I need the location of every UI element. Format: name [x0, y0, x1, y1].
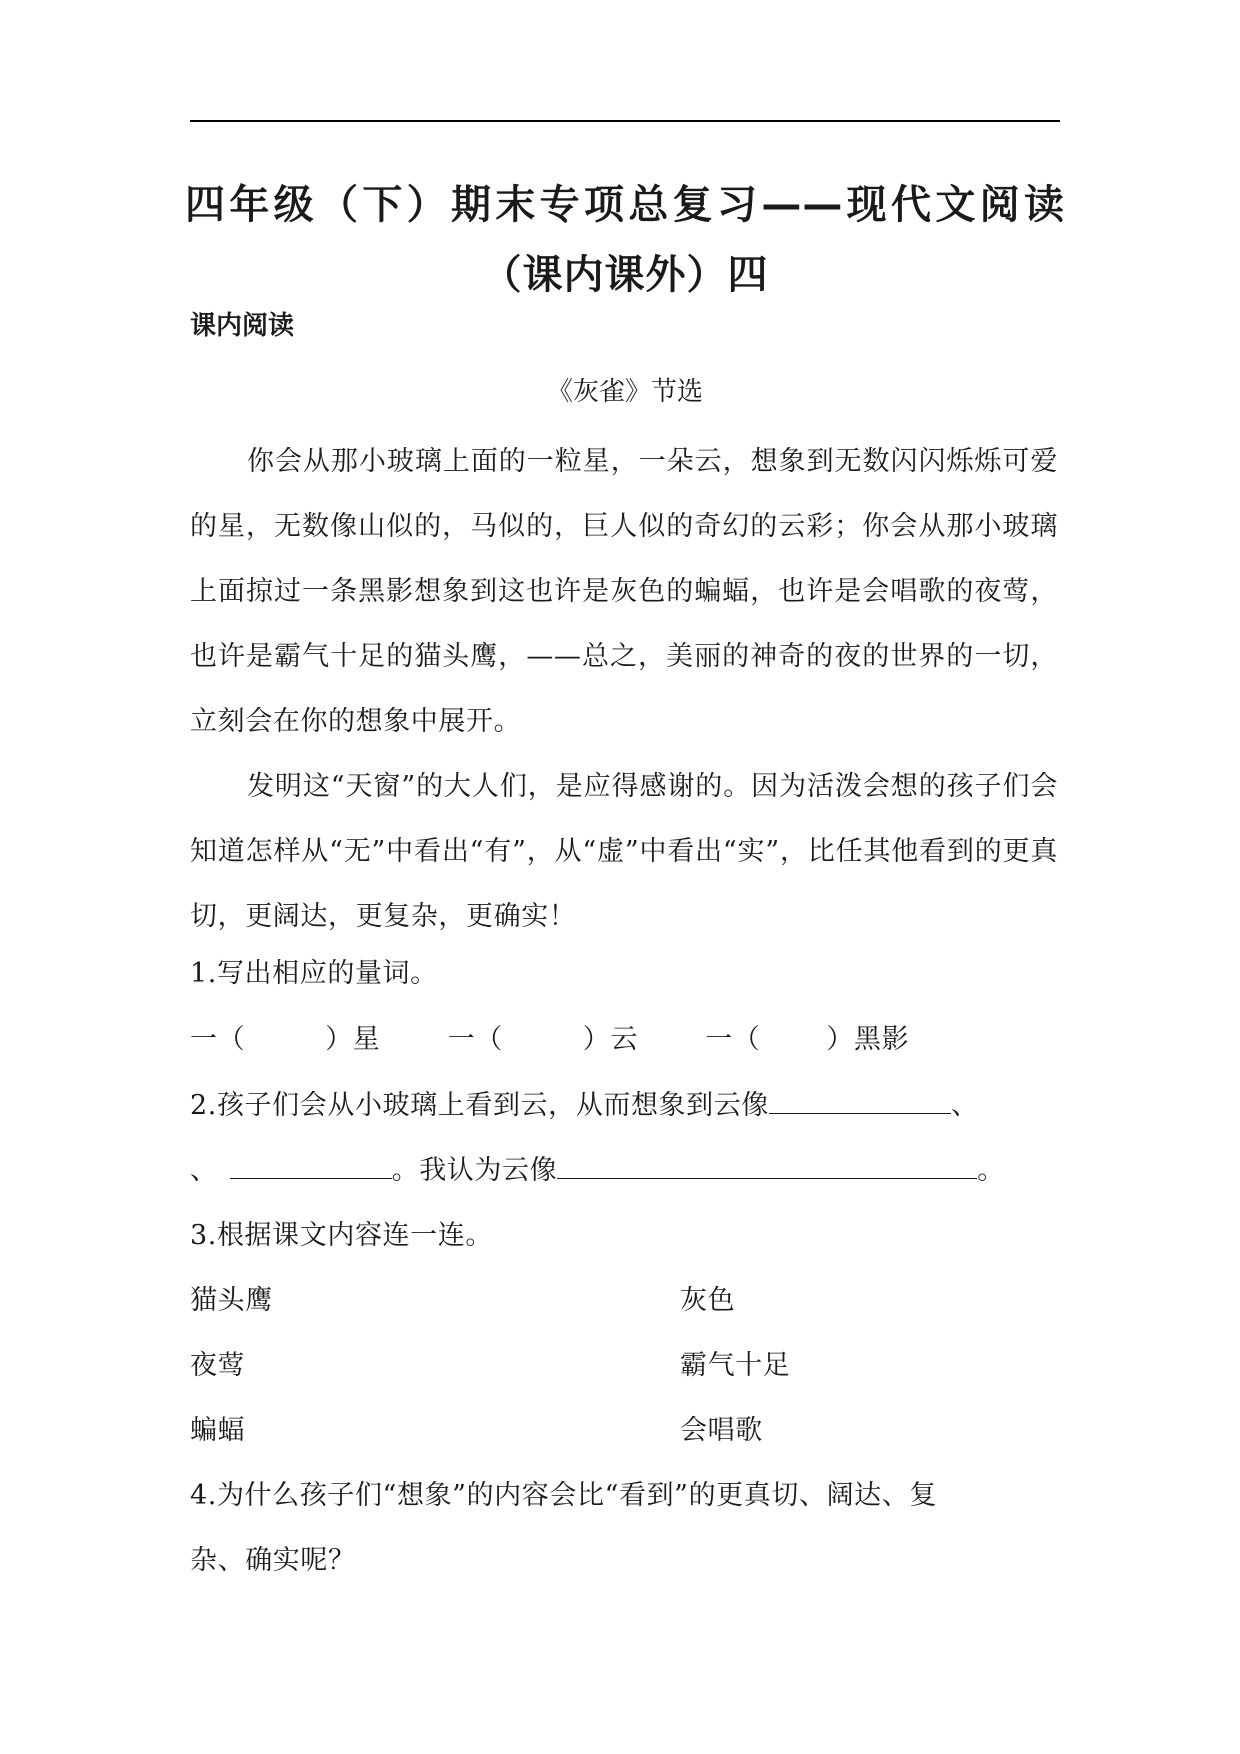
document-title: 四年级（下）期末专项总复习——现代文阅读（课内课外）四 [185, 182, 1065, 298]
passage-paragraph-1: 你会从那小玻璃上面的一粒星，一朵云，想象到无数闪闪烁烁可爱的星，无数像山似的，马似的，巨人似的奇幻的云彩；你会从那小玻璃上面掠过一条黑影想象到这也许是灰色的蝙蝠，也许是会唱歌的夜莺，也许是霸气十足的猫头鹰，——总之，美丽的神奇的夜的世界的一切，立刻会在你的想象中展开。 [190, 446, 1058, 737]
question-2-line-2: 、 。我认为云像 。 [190, 1150, 1060, 1191]
match-right-item[interactable]: 灰色 [680, 1285, 736, 1316]
header-rule [190, 120, 1060, 122]
match-left-item[interactable]: 猫头鹰 [190, 1285, 273, 1316]
question-3-prompt: 3.根据课文内容连一连。 [190, 1220, 493, 1251]
matching-row [190, 1281, 1060, 1321]
measure-word-item: 一（ ）黑影 [705, 1024, 910, 1055]
question-4-line-1: 4.为什么孩子们“想象”的内容会比“看到”的更真切、阔达、复 [190, 1480, 937, 1511]
match-left-item[interactable]: 蝙蝠 [190, 1415, 246, 1446]
measure-word-item: 一（ ）星 [190, 1024, 381, 1055]
matching-row [190, 1346, 1060, 1386]
answer-blank[interactable] [557, 1150, 977, 1179]
match-right-item[interactable]: 霸气十足 [680, 1350, 791, 1381]
section-heading: 课内阅读 [190, 311, 295, 341]
question-1-answers [190, 1020, 1060, 1060]
question-1-prompt: 1.写出相应的量词。 [190, 958, 438, 989]
answer-blank[interactable] [230, 1150, 392, 1179]
passage-paragraph-2: 发明这“天窗”的大人们，是应得感谢的。因为活泼会想的孩子们会知道怎样从“无”中看出“有”，从“虚”中看出“实”，比任其他看到的更真切，更阔达，更复杂，更确实！ [190, 771, 1058, 932]
match-left-item[interactable]: 夜莺 [190, 1350, 246, 1381]
match-right-item[interactable]: 会唱歌 [680, 1415, 763, 1446]
passage-title: 《灰雀》节选 [546, 377, 703, 407]
measure-word-item: 一（ ）云 [447, 1024, 638, 1055]
matching-row [190, 1411, 1060, 1451]
answer-blank[interactable] [769, 1085, 951, 1114]
question-4-line-2: 杂、确实呢？ [190, 1545, 356, 1576]
question-2-line-1: 2.孩子们会从小玻璃上看到云，从而想象到云像 、 [190, 1085, 1060, 1126]
